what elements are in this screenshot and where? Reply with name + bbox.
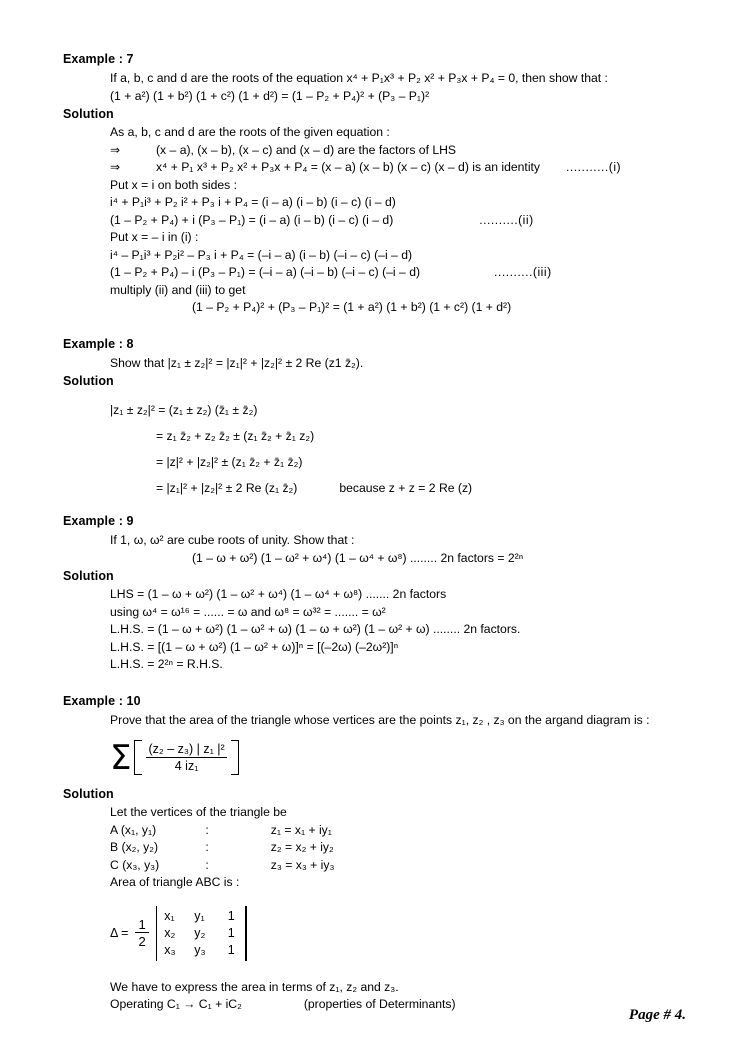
- determinant-delta-label: Δ =: [110, 926, 129, 940]
- formula-denominator: 4 iz₁: [146, 757, 226, 773]
- vertex-row-b: [110, 839, 692, 857]
- example-8-sol-line-1: |z₁ ± z₂|² = (z₁ ± z₂) (z̄₁ ± z̄₂): [110, 403, 258, 417]
- example-7-sol-line-3-text: x⁴ + P₁ x³ + P₂ x² + P₃x + P₄ = (x – a) (x – b) (x – c) (x – d) is an identity: [156, 160, 541, 174]
- example-8-sol-line-2: = z₁ z̄₂ + z₂ z̄₂ ± (z₁ z̄₂ + z̄₁ z₂): [156, 429, 315, 443]
- vertex-b-complex: z₂ = x₂ + iy₂: [270, 840, 334, 854]
- implies-icon: ⇒: [110, 160, 121, 174]
- example-9-sol-line-2: using ω⁴ = ω¹⁶ = ...... = ω and ω⁸ = ω³² = ....... = ω²: [110, 604, 386, 619]
- example-8-note: because z + z = 2 Re (z): [339, 481, 473, 495]
- example-8-block: [52, 337, 692, 502]
- example-8-sol-line-4: [156, 475, 692, 501]
- example-7-solution-heading: Solution: [63, 107, 114, 121]
- bracket-left-icon: [134, 740, 142, 775]
- matrix-row: [164, 908, 238, 925]
- example-7-statement-line-1: If a, b, c and d are the roots of the equation x⁴ + P₁x³ + P₂ x² + P₃x + P₄ = 0, then show that :: [110, 71, 608, 85]
- example-9-sol-line-1: LHS = (1 – ω + ω²) (1 – ω² + ω⁴) (1 – ω⁴ + ω⁸) ....... 2n factors: [110, 587, 447, 601]
- determinant-matrix: [157, 906, 245, 961]
- formula-bracket: [134, 740, 238, 775]
- example-10-statement: Prove that the area of the triangle whose vertices are the points z₁, z₂ , z₃ on the argand diagram is :: [110, 712, 650, 727]
- vertex-a-colon: :: [205, 822, 209, 837]
- matrix-cell: x₂: [164, 925, 176, 940]
- example-7-sol-line-3: [110, 159, 692, 177]
- example-10-solution-heading: Solution: [63, 787, 114, 801]
- example-7-tag-ii: ..........(ii): [479, 212, 534, 227]
- example-7-sol-line-11: (1 – P₂ + P₄)² + (P₃ – P₁)² = (1 + a²) (1 + b²) (1 + c²) (1 + d²): [192, 300, 512, 314]
- example-9-solution-heading: Solution: [63, 569, 114, 583]
- matrix-cell: y₃: [194, 942, 206, 957]
- vertex-c-point: C (x₃, y₃): [110, 857, 160, 872]
- matrix-cell: 1: [227, 925, 235, 940]
- example-7-tag-iii: ..........(iii): [494, 265, 552, 279]
- example-8-sol-line-3: = |z|² + |z₂|² ± (z₁ z̄₂ + z̄₁ z̄₂): [156, 455, 303, 469]
- example-7-sol-line-7: Put x = – i in (i) :: [110, 230, 199, 244]
- example-7-statement-line-2: (1 + a²) (1 + b²) (1 + c²) (1 + d²) = (1 – P₂ + P₄)² + (P₃ – P₁)²: [110, 88, 430, 103]
- example-9-sol-line-4: L.H.S. = [(1 – ω + ω²) (1 – ω² + ω)]ⁿ = [(–2ω) (–2ω²)]ⁿ: [110, 639, 399, 654]
- example-10-heading: Example : 10: [63, 693, 141, 708]
- determinant-bar-right-icon: [245, 906, 247, 961]
- example-7-sol-line-1: As a, b, c and d are the roots of the given equation :: [110, 125, 390, 139]
- example-10-closing-line-1: We have to express the area in terms of z₁, z₂ and z₃.: [110, 979, 399, 994]
- example-7-sol-line-4: Put x = i on both sides :: [110, 177, 238, 192]
- one-half-fraction: [135, 917, 148, 949]
- one-half-numerator: 1: [138, 917, 146, 932]
- example-10-area-label: Area of triangle ABC is :: [110, 875, 240, 889]
- matrix-cell: 1: [227, 942, 235, 957]
- example-10-closing-note: (properties of Determinants): [303, 997, 456, 1011]
- example-8-statement: Show that |z₁ ± z₂|² = |z₁|² + |z₂|² ± 2 Re (z1 z̄₂).: [110, 355, 364, 370]
- vertex-row-c: [110, 857, 692, 875]
- vertex-row-a: [110, 822, 692, 840]
- example-9-heading: Example : 9: [63, 514, 134, 528]
- example-7-heading: Example : 7: [63, 52, 134, 66]
- one-half-denominator: 2: [135, 932, 148, 949]
- sigma-icon: Σ: [110, 737, 132, 778]
- example-10-block: [52, 694, 692, 1014]
- area-summation-formula: [110, 737, 692, 778]
- implies-icon: ⇒: [110, 142, 121, 157]
- example-9-sol-line-3: L.H.S. = (1 – ω + ω²) (1 – ω² + ω) (1 – ω + ω²) (1 – ω² + ω) ........ 2n factors.: [110, 622, 521, 636]
- example-7-sol-line-6: [110, 212, 692, 230]
- example-9-statement-line-2: (1 – ω + ω²) (1 – ω² + ω⁴) (1 – ω⁴ + ω⁸) ........ 2n factors = 2²ⁿ: [192, 550, 524, 565]
- example-7-sol-line-8: i⁴ – P₁i³ + P₂i² – P₃ i + P₄ = (–i – a) (i – b) (–i – c) (–i – d): [110, 247, 413, 262]
- example-7-sol-line-9-text: (1 – P₂ + P₄) – i (P₃ – P₁) = (–i – a) (–i – b) (–i – c) (–i – d): [110, 265, 421, 279]
- example-7-sol-line-5: i⁴ + P₁i³ + P₂ i² + P₃ i + P₄ = (i – a) (i – b) (i – c) (i – d): [110, 195, 396, 209]
- example-7-sol-line-2-text: (x – a), (x – b), (x – c) and (x – d) are the factors of LHS: [156, 142, 457, 157]
- example-9-block: [52, 514, 692, 674]
- matrix-row: [164, 942, 238, 959]
- example-10-closing-line-2-text: Operating C₁ → C₁ + iC₂: [110, 997, 242, 1011]
- example-7-tag-i: ...........(i): [566, 160, 622, 174]
- example-10-intro: Let the vertices of the triangle be: [110, 805, 287, 819]
- formula-numerator: (z₂ – z₃) | z₁ |²: [148, 742, 225, 756]
- vertex-a-point: A (x₁, y₁): [110, 822, 157, 837]
- example-7-sol-line-9: [110, 264, 692, 282]
- page-footer: Page # 4.: [628, 1007, 686, 1023]
- example-7-block: [52, 52, 692, 317]
- example-9-sol-line-5: L.H.S. = 2²ⁿ = R.H.S.: [110, 657, 223, 671]
- example-8-heading: Example : 8: [63, 336, 134, 351]
- example-7-sol-line-6-text: (1 – P₂ + P₄) + i (P₃ – P₁) = (i – a) (i – b) (i – c) (i – d): [110, 212, 394, 227]
- vertex-c-colon: :: [205, 857, 209, 872]
- area-determinant: [110, 906, 692, 961]
- example-8-sol-line-4-text: = |z₁|² + |z₂|² ± 2 Re (z₁ z̄₂): [156, 481, 298, 495]
- bracket-right-icon: [231, 740, 239, 775]
- example-7-sol-line-10: multiply (ii) and (iii) to get: [110, 282, 246, 297]
- vertex-b-colon: :: [205, 840, 209, 854]
- matrix-cell: y₂: [194, 925, 206, 940]
- matrix-cell: x₁: [164, 908, 175, 923]
- matrix-cell: y₁: [194, 908, 205, 923]
- matrix-row: [164, 925, 238, 942]
- vertex-b-point: B (x₂, y₂): [110, 840, 159, 854]
- matrix-cell: x₃: [164, 942, 176, 957]
- matrix-cell: 1: [227, 908, 235, 923]
- example-8-solution-heading: Solution: [63, 374, 114, 388]
- example-7-sol-line-2: [110, 142, 692, 160]
- vertex-a-complex: z₁ = x₁ + iy₁: [270, 822, 332, 837]
- example-10-closing-line-2: [110, 996, 692, 1014]
- vertex-c-complex: z₃ = x₃ + iy₃: [270, 857, 335, 872]
- example-9-statement-line-1: If 1, ω, ω² are cube roots of unity. Show that :: [110, 533, 355, 547]
- formula-fraction: [142, 740, 230, 775]
